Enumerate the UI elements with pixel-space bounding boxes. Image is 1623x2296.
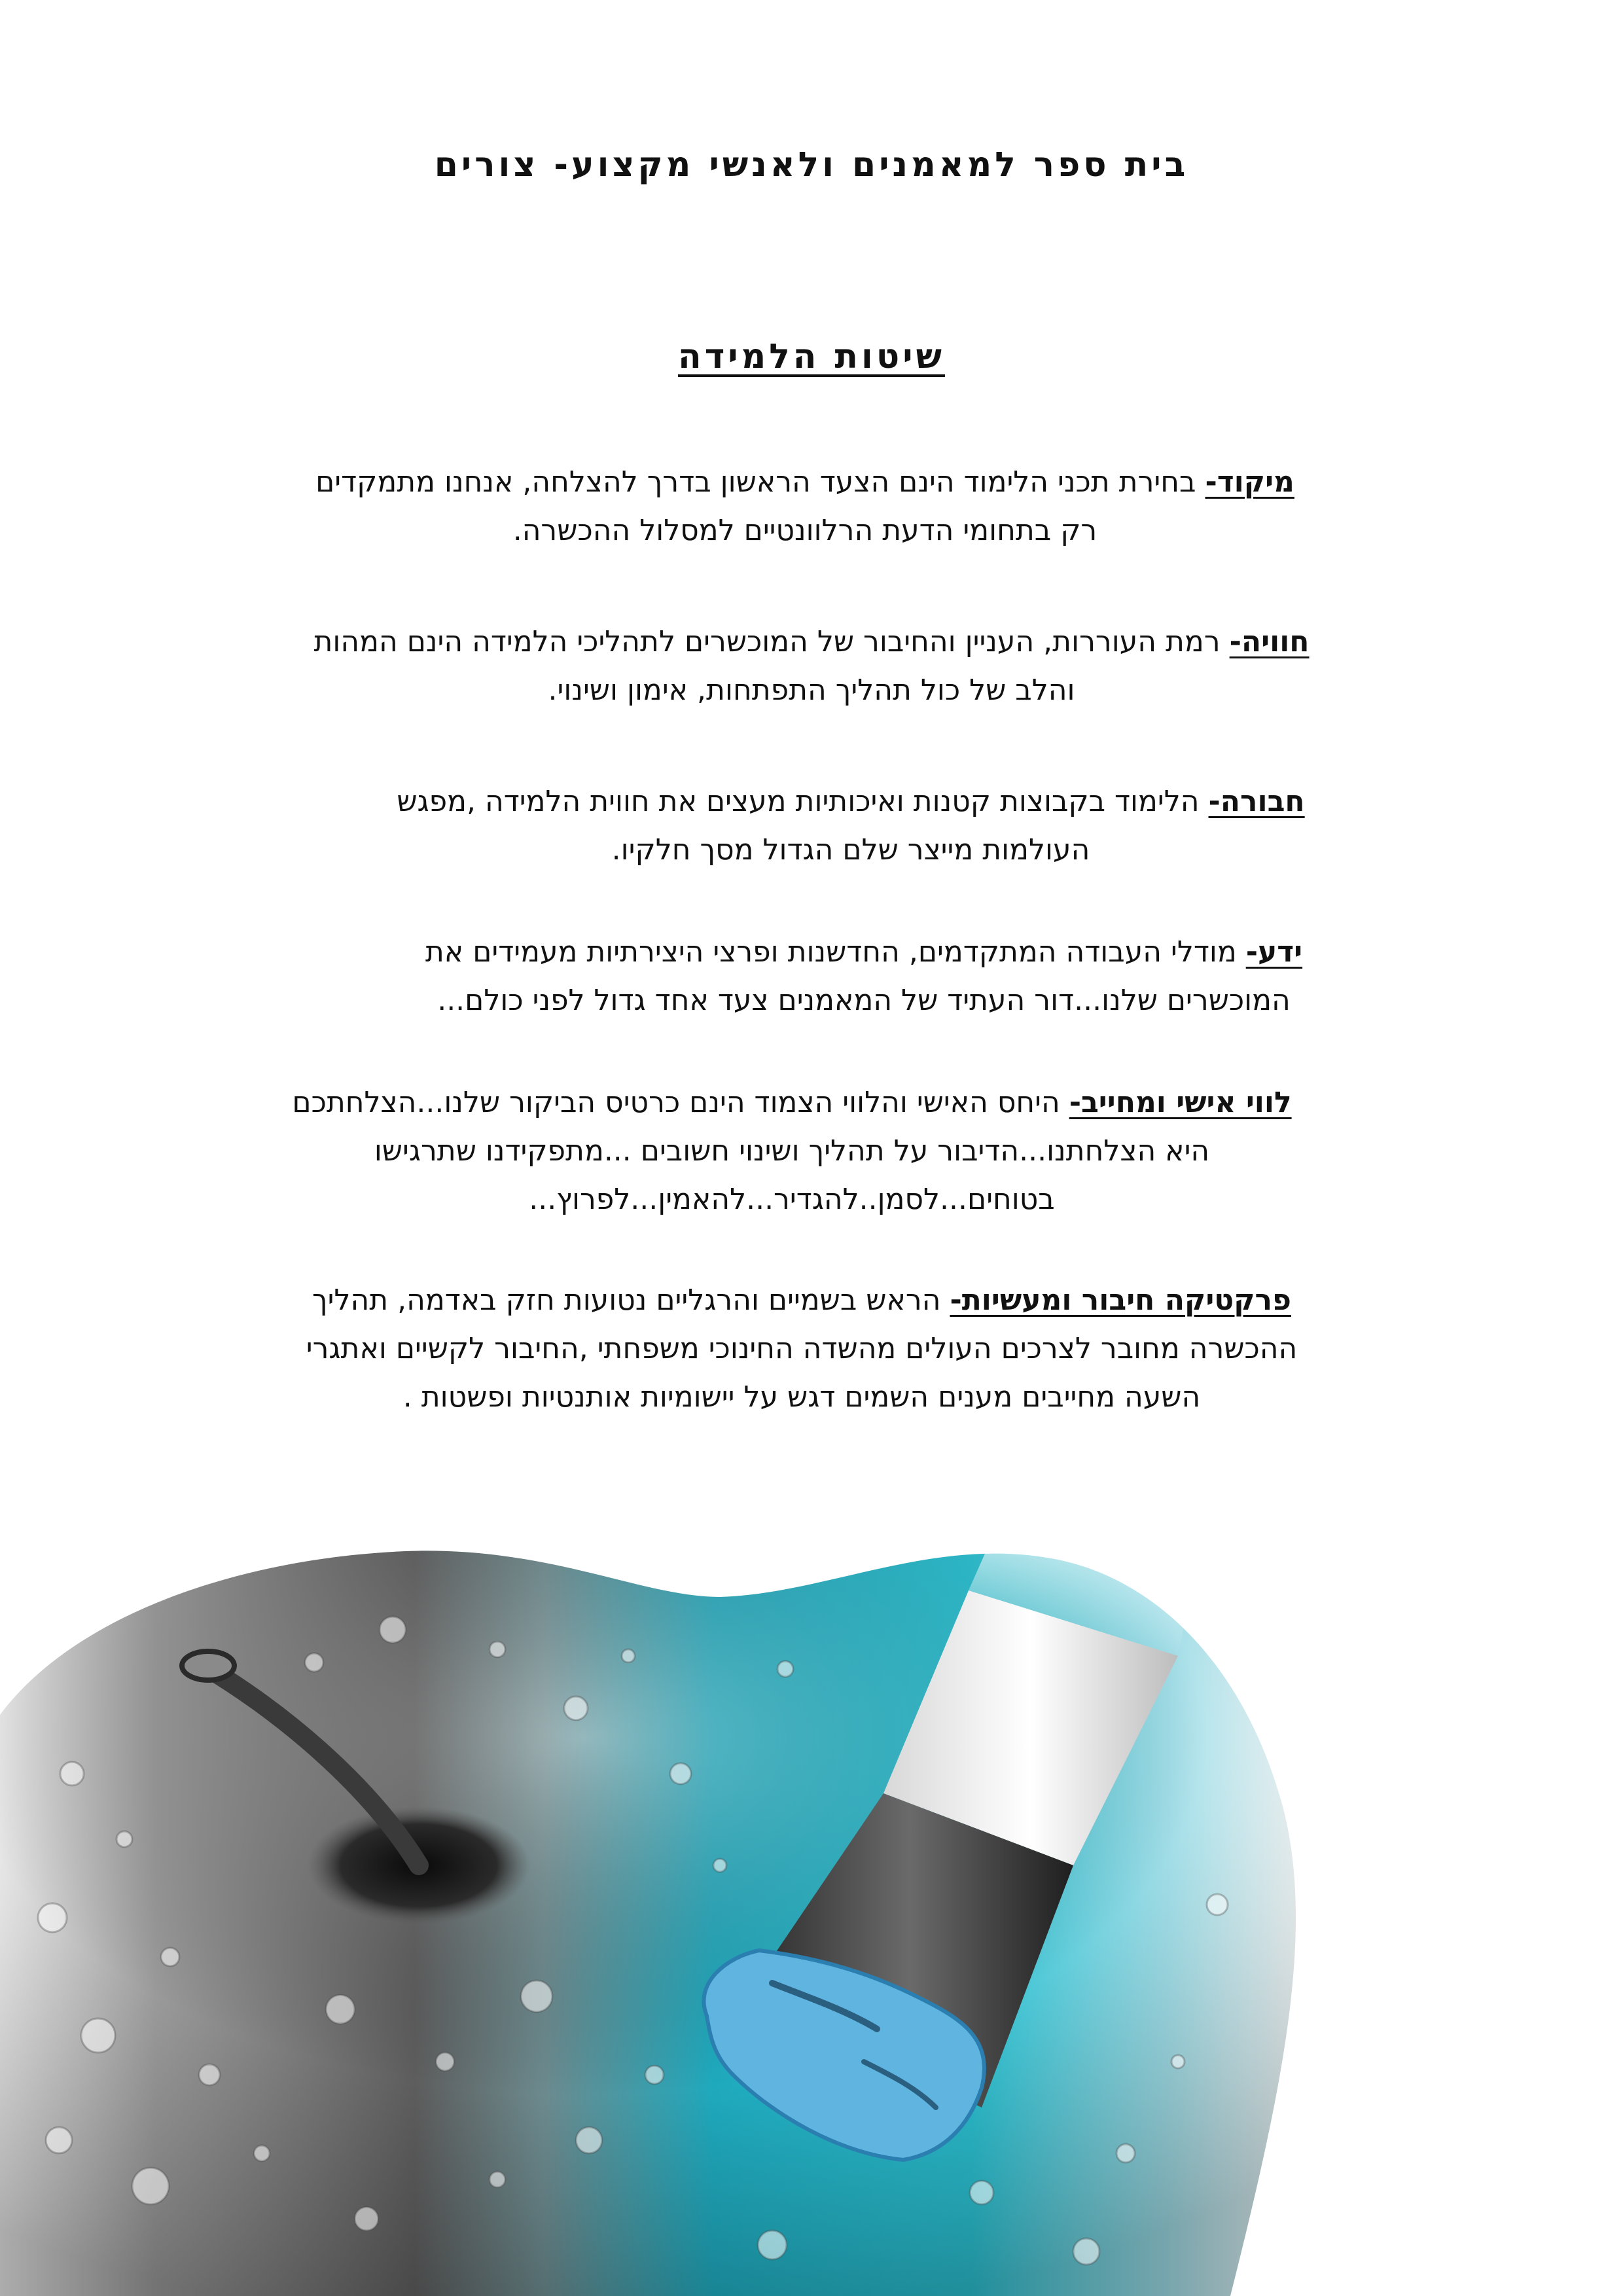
section-title: שיטות הלמידה [678,337,945,376]
method-first-line [151,1079,1433,1127]
method-text: רמת העוררות, העניין והחיבור של המוכשרים לתהליכי הלמידה הינם המהות [313,625,1221,658]
method-experience [177,618,1446,715]
school-title: בית ספר למאמנים ולאנשי מקצוע- צורים [434,145,1189,185]
method-practice [164,1276,1440,1422]
method-line: העולמות מייצר שלם הגדול מסך חלקיו. [611,833,1090,867]
method-heading: לווי אישי ומחייב- [1069,1086,1292,1119]
method-first-line [177,618,1446,666]
method-line: היא הצלחתנו...הדיבור על תהליך ושינוי חשובים ...מתפקידנו שתרגישו [374,1134,1210,1168]
method-group [262,778,1440,874]
apple-brush-illustration [0,1499,1623,2296]
method-heading: חבורה- [1208,785,1305,818]
method-focus [183,458,1427,555]
method-text: בחירת תכני הלימוד הינם הצעד הראשון בדרך להצלחה, אנחנו מתמקדים [315,465,1196,499]
method-knowledge [288,928,1440,1025]
method-text: מודלי העבודה המתקדמים, החדשנות ופרצי היצירתיות מעמידים את [425,935,1237,969]
method-text: הראש בשמיים והרגליים נטועות חזק באדמה, תהליך [312,1283,941,1317]
method-text: היחס האישי והלווי הצמוד הינם כרטיס הביקור שלנו...הצלחתכם [292,1086,1060,1119]
method-text: הלימוד בקבוצות קטנות ואיכותיות מעצים את חווית הלמידה ,מפגש [397,785,1200,818]
method-first-line [183,458,1427,507]
method-heading: ידע- [1245,935,1303,969]
method-line: ההכשרה מחובר לצרכים העולים מהשדה החינוכי משפחתי ,החיבור לקשיים ואתגרי [306,1332,1298,1365]
method-heading: חוויה- [1229,625,1310,658]
method-first-line [288,928,1440,977]
method-line: בטוחים...לסמן..להגדיר...להאמין...לפרוץ... [529,1183,1055,1216]
method-line: רק בתחומי הדעת הרלוונטיים למסלול ההכשרה. [512,514,1097,547]
method-line: השעה מחייבים מענים השמים דגש על יישומיות אותנטיות ופשטות . [402,1380,1201,1414]
method-heading: מיקוד- [1205,465,1294,499]
method-line: והלב של כול תהליך התפתחות, אימון ושינוי. [548,673,1075,707]
method-first-line [262,778,1440,826]
method-heading: פרקטיקה חיבור ומעשיות- [950,1283,1291,1317]
method-personal-support [151,1079,1433,1224]
method-first-line [164,1276,1440,1325]
method-line: המוכשרים שלנו...דור העתיד של המאמנים צעד אחד גדול לפני כולם... [437,984,1291,1017]
